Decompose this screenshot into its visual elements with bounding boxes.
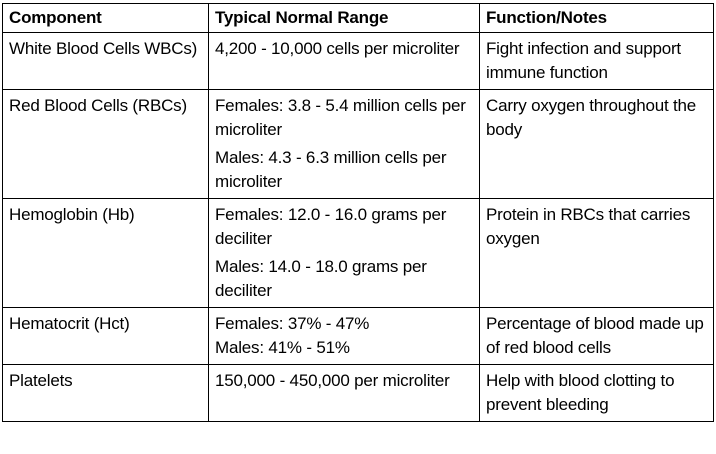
range-line: 4,200 - 10,000 cells per microliter [215, 39, 460, 58]
range-line-females: Females: 37% - 47% [215, 314, 370, 333]
header-function-notes: Function/Notes [480, 4, 714, 33]
table-row [3, 365, 714, 422]
blood-values-table-container [2, 3, 714, 422]
range-line: 150,000 - 450,000 per microliter [215, 371, 450, 390]
header-component: Component [3, 4, 209, 33]
table-row [3, 33, 714, 90]
range-line-males: Males: 41% - 51% [215, 338, 350, 357]
table-row [3, 199, 714, 308]
notes-cell: Carry oxygen throughout the body [480, 90, 714, 199]
notes-cell: Help with blood clotting to prevent bleeding [480, 365, 714, 422]
table-row [3, 308, 714, 365]
table-header-row [3, 4, 714, 33]
range-cell [209, 365, 480, 422]
notes-cell: Percentage of blood made up of red blood cells [480, 308, 714, 365]
range-cell [209, 199, 480, 308]
notes-cell: Protein in RBCs that carries oxygen [480, 199, 714, 308]
range-line-males: Males: 14.0 - 18.0 grams per deciliter [215, 257, 427, 300]
component-cell: Platelets [3, 365, 209, 422]
notes-cell: Fight infection and support immune function [480, 33, 714, 90]
range-line-females: Females: 3.8 - 5.4 million cells per microliter [215, 96, 466, 139]
range-line-females: Females: 12.0 - 16.0 grams per deciliter [215, 205, 447, 248]
component-cell: Hemoglobin (Hb) [3, 199, 209, 308]
range-cell [209, 33, 480, 90]
component-cell: White Blood Cells WBCs) [3, 33, 209, 90]
range-line-males: Males: 4.3 - 6.3 million cells per microliter [215, 148, 447, 191]
range-cell [209, 308, 480, 365]
component-cell: Red Blood Cells (RBCs) [3, 90, 209, 199]
blood-values-table [2, 3, 714, 422]
range-cell [209, 90, 480, 199]
table-row [3, 90, 714, 199]
header-typical-normal-range: Typical Normal Range [209, 4, 480, 33]
component-cell: Hematocrit (Hct) [3, 308, 209, 365]
